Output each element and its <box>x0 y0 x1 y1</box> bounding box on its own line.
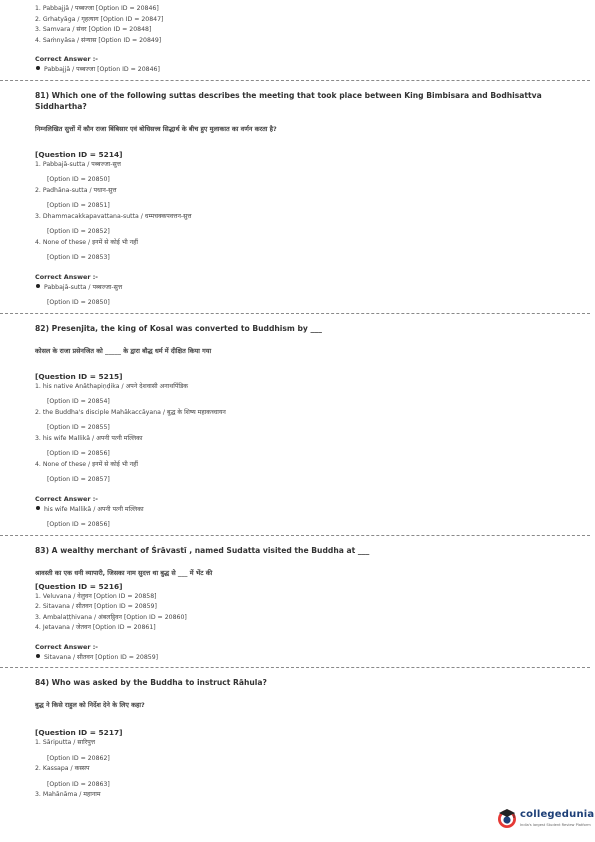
option-item: 3. Ambalaṭṭhivana / अंबलट्ठिवन [Option ID = 20860] <box>35 613 187 621</box>
correct-answer-label: Correct Answer :- <box>35 642 98 651</box>
option-id: [Option ID = 20850] <box>47 299 110 306</box>
correct-answer-value <box>35 283 590 294</box>
question-84-hindi: बुद्ध ने किसे राहुल को निर्देश देने के लिए कहा? <box>35 701 145 709</box>
option-id: [Option ID = 20850] <box>47 176 110 183</box>
question-83-title: 83) A wealthy merchant of Śrāvastī , named Sudatta visited the Buddha at ___ <box>35 545 370 555</box>
question-82-title: 82) Presenjita, the king of Kosal was converted to Buddhism by ___ <box>35 323 322 333</box>
correct-answer-text: Sitavana / सीतवन [Option ID = 20859] <box>44 653 159 661</box>
option-item: 4. None of these / इनमें से कोई भी नहीं <box>35 238 139 246</box>
option-id: [Option ID = 20856] <box>47 521 110 528</box>
question-82-hindi: कोसल के राजा प्रसेनजित को _____ के द्वारा बौद्ध धर्म में दीक्षित किया गया <box>35 346 212 355</box>
correct-answer-label: Correct Answer :- <box>35 272 98 281</box>
bullet-icon <box>36 284 40 288</box>
question-83-hindi: श्रावस्ती का एक धनी व्यापारी, जिसका नाम सुदत्त था बुद्ध से ___ में भेंट की <box>35 568 213 577</box>
option-id: [Option ID = 20857] <box>47 476 110 483</box>
option-id: [Option ID = 20863] <box>47 780 110 788</box>
option-item: 3. Samvara / संवर [Option ID = 20848] <box>35 26 152 33</box>
option-id: [Option ID = 20851] <box>47 202 110 209</box>
graduate-cap-icon <box>496 807 518 829</box>
divider <box>0 535 590 536</box>
logo-tagline: India's largest Student Review Platform <box>520 823 591 827</box>
correct-answer-text: his wife Mallikā / अपनी पत्नी मल्लिका <box>44 505 144 513</box>
divider <box>0 80 590 81</box>
option-id: [Option ID = 20853] <box>47 254 110 261</box>
option-id: [Option ID = 20862] <box>47 754 110 762</box>
correct-answer-label: Correct Answer :- <box>35 494 98 503</box>
bullet-icon <box>36 66 40 70</box>
question-81-hindi: निम्नलिखित सुत्तों में कौन राजा बिंबिसार एवं बोधिसत्त्व सिद्धार्थ के बीच हुए मुलाकात का वर्णन करता है? <box>35 124 277 133</box>
option-item: 2. Kassapa / कस्सप <box>35 765 90 772</box>
option-item: 3. Mahānāma / महानाम <box>35 791 101 798</box>
option-id: [Option ID = 20856] <box>47 450 110 457</box>
question-84-title: 84) Who was asked by the Buddha to instruct Rāhula? <box>35 678 267 687</box>
correct-answer-value <box>35 653 590 664</box>
option-item: 2. Sitavana / सीतवन [Option ID = 20859] <box>35 603 157 610</box>
correct-answer-label: Correct Answer :- <box>35 55 98 63</box>
logo-name: collegedunia <box>520 809 595 820</box>
option-item: 1. Pabbajjā / पब्बज्जा [Option ID = 20846] <box>35 5 159 12</box>
option-item: 2. the Buddha's disciple Mahākaccāyana / बुद्ध के शिष्य महाकच्चायन <box>35 408 226 416</box>
option-id: [Option ID = 20854] <box>47 398 110 405</box>
option-item: 2. Padhāna-sutta / पधान-सुत्त <box>35 186 117 194</box>
correct-answer-value <box>35 505 590 516</box>
divider <box>0 667 590 668</box>
option-item: 4. Jetavana / जेतवन [Option ID = 20861] <box>35 624 156 631</box>
option-item: 4. None of these / इनमें से कोई भी नहीं <box>35 460 139 468</box>
correct-answer-text: Pabbajjā / पब्बज्जा [Option ID = 20846] <box>44 66 160 73</box>
collegedunia-logo <box>494 803 594 837</box>
bullet-icon <box>36 506 40 510</box>
option-item: 4. Saṁnyāsa / संन्यास [Option ID = 20849] <box>35 36 162 44</box>
option-item: 1. Veluvana / वेलुवन [Option ID = 20858] <box>35 592 157 600</box>
prev-question-options <box>35 4 590 46</box>
option-item: 2. Grhatyāga / गृहत्याग [Option ID = 20847] <box>35 15 164 23</box>
question-84-id: [Question ID = 5217] <box>35 728 123 737</box>
option-item: 3. Dhammacakkapavattana-sutta / धम्मचक्कपवत्तन-सुत्त <box>35 212 192 220</box>
bullet-icon <box>36 654 40 658</box>
option-item: 1. Sāriputta / सारिपुत्त <box>35 739 96 746</box>
question-81-title <box>35 90 590 112</box>
correct-answer-text: Pabbajā-sutta / पब्बज्जा-सुत्त <box>44 283 123 291</box>
question-82-id: [Question ID = 5215] <box>35 371 123 381</box>
option-item: 1. Pabbajā-sutta / पब्बज्जा-सुत्त <box>35 160 121 168</box>
option-id: [Option ID = 20855] <box>47 424 110 431</box>
divider <box>0 313 590 314</box>
option-item: 1. his native Anāthapiṇḍika / अपने देशवासी अनाथपिंडिक <box>35 382 189 390</box>
correct-answer-value <box>35 65 590 76</box>
question-81-id: [Question ID = 5214] <box>35 149 123 159</box>
question-83-id: [Question ID = 5216] <box>35 581 123 591</box>
option-id: [Option ID = 20852] <box>47 228 110 235</box>
question-title-line: Siddhartha? <box>35 101 87 111</box>
option-item: 3. his wife Mallikā / अपनी पत्नी मल्लिका <box>35 434 143 442</box>
document-content <box>35 4 590 801</box>
question-title-line: 81) Which one of the following suttas describes the meeting that took place between King Bimbisara and Bodhisattva <box>35 90 542 100</box>
